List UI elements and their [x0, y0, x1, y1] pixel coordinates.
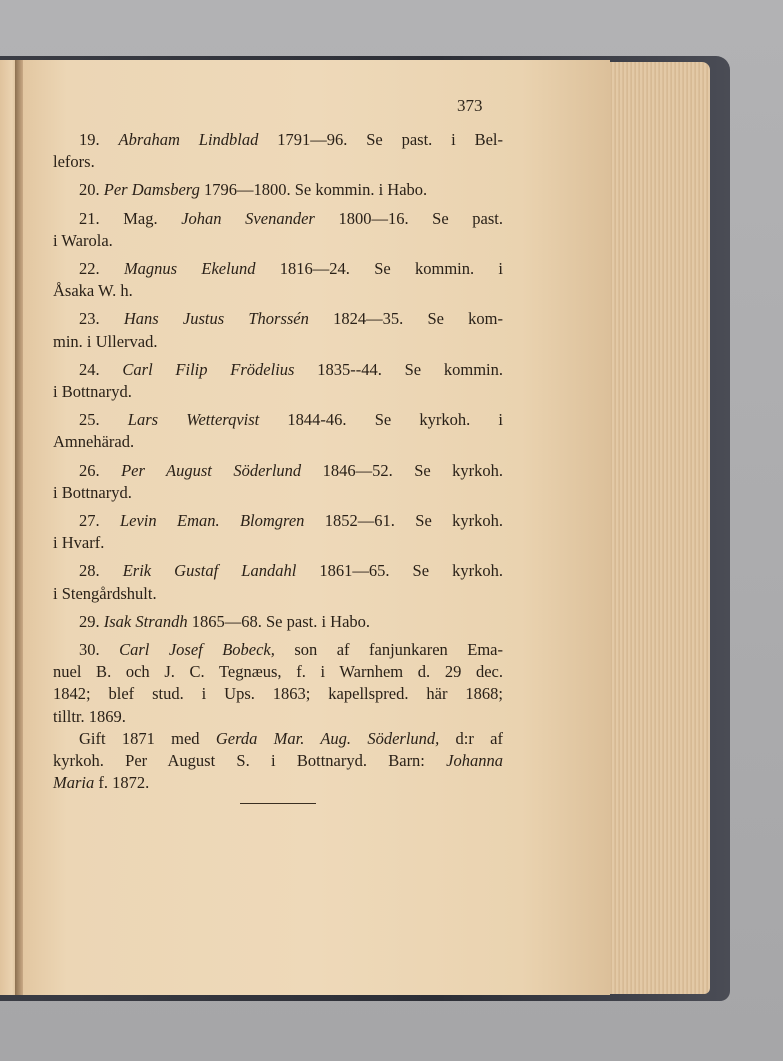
list-item: 21. Mag. Johan Svenander 1800—16. Se past. i Warola. — [53, 208, 504, 250]
section-divider — [240, 803, 316, 804]
list-item-30: 30. Carl Josef Bobeck, son af fanjunkaren Ema- nuel B. och J. C. Tegnæus, f. i Warnhem d. 29 dec. 1842; blef stud. i Ups. 1863; kapellspred. här 1868; tilltr. 1869. — [53, 640, 504, 726]
list-item: 27. Levin Eman. Blomgren 1852—61. Se kyrkoh. i Hvarf. — [53, 511, 503, 553]
list-item: 20. Per Damsberg 1796—1800. Se kommin. i Habo. — [79, 180, 428, 200]
gift-paragraph: Gift 1871 med Gerda Mar. Aug. Söderlund, d:r af kyrkoh. Per August S. i Bottnaryd. Barn: Johanna Maria f. 1872. — [53, 728, 503, 793]
list-item: 22. Magnus Ekelund 1816—24. Se kommin. i Åsaka W. h. — [53, 259, 504, 301]
list-item: 28. Erik Gustaf Landahl 1861—65. Se kyrkoh. i Stengårdshult. — [53, 561, 503, 603]
list-item: 19. Abraham Lindblad 1791—96. Se past. i Bel- lefors. — [53, 130, 504, 172]
list-item: 23. Hans Justus Thorssén 1824—35. Se kom- min. i Ullervad. — [53, 309, 503, 351]
list-item: 29. Isak Strandh 1865—68. Se past. i Habo. — [79, 611, 371, 631]
book-gutter — [15, 60, 23, 995]
list-item: 26. Per August Söderlund 1846—52. Se kyrkoh. i Bottnaryd. — [53, 460, 504, 502]
text-block — [53, 129, 503, 800]
list-item: 25. Lars Wetterqvist 1844-46. Se kyrkoh. i Amnehärad. — [53, 410, 503, 452]
page-number: 373 — [457, 96, 483, 115]
list-item: 24. Carl Filip Frödelius 1835--44. Se kommin. i Bottnaryd. — [53, 359, 503, 402]
